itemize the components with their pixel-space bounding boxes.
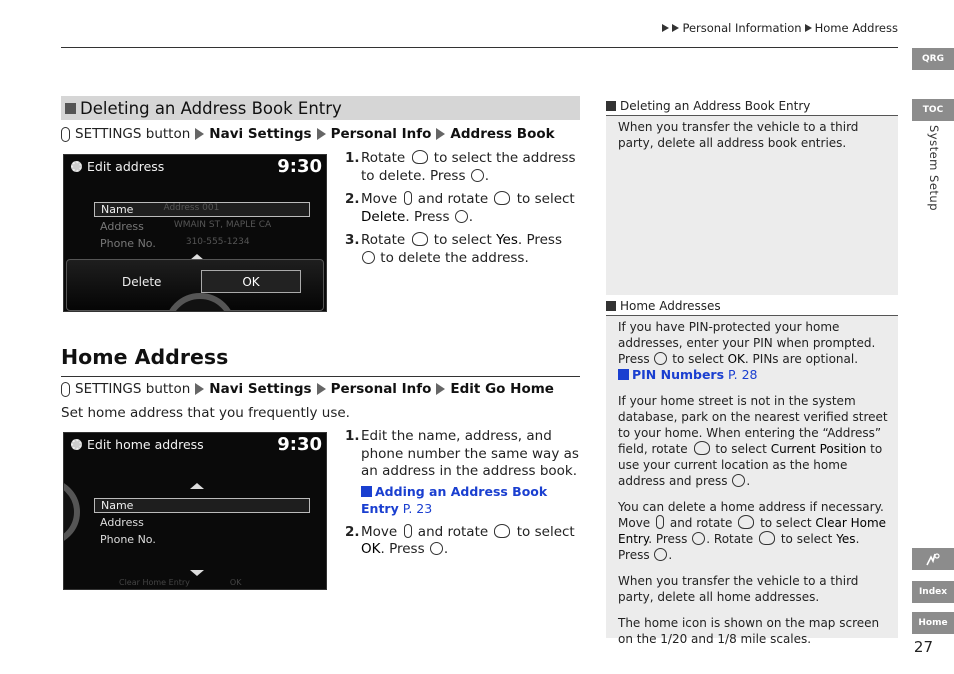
step-text-part: . Press — [517, 232, 562, 248]
step-text-part: . — [443, 541, 449, 557]
option-name: Current Position — [770, 442, 867, 456]
path-item: Navi Settings — [209, 126, 312, 142]
note-text-part: to select — [715, 442, 767, 456]
arrow-icon — [805, 24, 812, 32]
step-text-part: to select the address to delete. Press — [361, 150, 576, 184]
row-value: WMAIN ST, MAPLE CA — [173, 220, 272, 230]
enter-button-icon — [654, 352, 667, 365]
path-start: SETTINGS button — [75, 381, 191, 397]
screen-title-text: Edit home address — [87, 437, 204, 452]
voice-tab[interactable] — [912, 548, 954, 570]
screen-footer — [119, 578, 241, 587]
note-paragraph — [618, 319, 888, 383]
screen-row — [94, 498, 310, 513]
step-number: 1. — [345, 428, 360, 444]
menu-path — [61, 126, 555, 142]
note-icon — [606, 101, 616, 111]
row-label: Phone No. — [100, 533, 156, 546]
enter-button-icon — [654, 548, 667, 561]
arrow-icon — [195, 383, 204, 395]
joystick-icon — [404, 524, 412, 538]
step-text-part: to select — [433, 232, 492, 248]
page-number: 27 — [913, 638, 933, 656]
breadcrumb-item[interactable]: Personal Information — [682, 21, 802, 35]
row-value: 310-555-1234 — [185, 237, 250, 247]
note-heading-text: Deleting an Address Book Entry — [620, 98, 811, 113]
screen-row — [94, 533, 310, 548]
footer-item: OK — [229, 578, 242, 587]
step-item — [345, 428, 580, 518]
option-name: Yes — [496, 232, 518, 248]
note-text-part: . Press — [648, 532, 688, 546]
screen-row — [94, 237, 310, 252]
square-bullet-icon — [65, 103, 76, 114]
link-page[interactable]: P. 23 — [402, 501, 433, 516]
interface-dial-icon — [412, 232, 428, 246]
enter-button-icon — [455, 210, 468, 223]
index-tab[interactable]: Index — [912, 581, 954, 603]
screen-row — [94, 202, 310, 217]
arrow-icon — [317, 128, 326, 140]
step-text — [361, 524, 580, 559]
note-text-part: to select — [760, 516, 812, 530]
note-heading — [606, 96, 898, 116]
note-text-part: Press — [618, 548, 650, 562]
step-text-part: Rotate — [361, 232, 406, 248]
interface-dial-icon — [494, 191, 510, 205]
row-value: Address 001 — [163, 203, 220, 213]
arrow-icon — [436, 128, 445, 140]
gear-icon — [71, 439, 82, 450]
title-divider — [61, 376, 580, 377]
step-item — [345, 524, 580, 559]
delete-steps — [345, 150, 580, 273]
breadcrumb — [662, 21, 898, 35]
note-text-part: to select — [780, 532, 833, 546]
path-item: Personal Info — [330, 381, 432, 397]
voice-command-icon — [925, 552, 941, 566]
knob-graphic-icon — [63, 478, 80, 546]
menu-path — [61, 381, 554, 397]
note-icon — [606, 301, 616, 311]
note-text-part: and rotate — [669, 516, 733, 530]
screen-row — [94, 220, 310, 235]
step-text — [361, 150, 580, 185]
step-text-part: . Press — [405, 208, 450, 225]
link-page[interactable]: P. 28 — [728, 367, 758, 382]
joystick-icon — [404, 191, 412, 205]
adding-entry-link[interactable] — [361, 483, 580, 518]
arrow-icon — [672, 24, 679, 32]
path-item: Address Book — [450, 126, 555, 142]
edit-address-screenshot — [63, 154, 327, 312]
joystick-icon — [656, 515, 664, 529]
note-text-part: If your home street is not in the system database, park on the nearest verified street to your home. When entering the “Address” field, rotate — [618, 394, 888, 456]
delete-option: Delete — [122, 275, 162, 289]
step-text-part: and rotate — [417, 523, 489, 540]
interface-dial-icon — [694, 441, 710, 455]
arrow-icon — [662, 24, 669, 32]
row-label: Address — [100, 516, 144, 529]
home-steps — [345, 428, 580, 565]
note-text-part: to select — [672, 352, 724, 366]
screen-clock: 9:30 — [277, 434, 322, 455]
step-text-part: . — [484, 167, 490, 184]
note-text-part: You can delete a home address if necessary. Move — [618, 500, 884, 530]
step-number: 1. — [345, 150, 360, 166]
scroll-up-icon — [190, 483, 204, 489]
lead-text: Set home address that you frequently use. — [61, 405, 350, 421]
pin-numbers-link[interactable] — [618, 367, 758, 382]
arrow-icon — [317, 383, 326, 395]
note-text-part: . — [668, 548, 673, 562]
arrow-icon — [195, 128, 204, 140]
interface-dial-icon — [494, 524, 510, 538]
gear-icon — [71, 161, 82, 172]
toc-tab[interactable]: TOC — [912, 99, 954, 121]
enter-button-icon — [430, 542, 443, 555]
path-item: Edit Go Home — [450, 381, 554, 397]
note-text — [618, 119, 888, 161]
note-paragraph: When you transfer the vehicle to a third party, delete all home addresses. — [618, 574, 859, 604]
section-heading — [61, 96, 580, 120]
step-text-part: Edit the name, address, and phone number the same way as an address in the address book. — [361, 428, 579, 479]
step-text — [361, 232, 580, 267]
step-text-part: . — [468, 208, 474, 225]
step-text-part: Move — [361, 523, 398, 540]
note-paragraph — [618, 393, 888, 489]
home-tab[interactable]: Home — [912, 612, 954, 634]
breadcrumb-item[interactable]: Home Address — [814, 21, 898, 35]
scroll-down-icon — [190, 570, 204, 576]
section-label: System Setup — [927, 125, 941, 212]
interface-dial-icon — [738, 515, 754, 529]
screen-title — [71, 437, 204, 452]
link-arrow-icon — [618, 369, 629, 380]
note-paragraph: The home icon is shown on the map screen on the 1/20 and 1/8 mile scales. — [618, 616, 880, 646]
step-number: 2. — [345, 523, 360, 540]
link-text[interactable]: PIN Numbers — [632, 367, 725, 382]
note-text-part: . PINs are optional. — [744, 352, 859, 366]
home-address-title: Home Address — [61, 345, 229, 369]
ok-option: OK — [201, 270, 301, 293]
arrow-icon — [436, 383, 445, 395]
voice-icon — [61, 382, 70, 397]
option-name: OK — [361, 541, 381, 557]
note-text-part: If you have PIN-protected your home addresses, enter your PIN when prompted. Press — [618, 320, 876, 366]
screen-row — [94, 516, 310, 531]
screen-title — [71, 159, 164, 174]
step-number: 2. — [345, 191, 360, 207]
path-start: SETTINGS button — [75, 126, 191, 142]
step-item — [345, 150, 580, 185]
note-heading — [606, 296, 898, 316]
link-text[interactable]: Adding an Address Book Entry — [361, 483, 548, 516]
screen-title-text: Edit address — [87, 159, 165, 174]
step-number: 3. — [345, 232, 360, 248]
section-heading-text: Deleting an Address Book Entry — [80, 98, 342, 118]
interface-dial-icon — [759, 531, 775, 545]
step-text-part: Move — [361, 191, 398, 207]
step-text-part: . Press — [380, 541, 425, 557]
screen-clock: 9:30 — [277, 156, 322, 177]
step-item — [345, 232, 580, 267]
step-text-part: to select — [516, 191, 575, 207]
option-name: Delete — [361, 208, 406, 225]
enter-button-icon — [471, 169, 484, 182]
edit-home-address-screenshot — [63, 432, 327, 590]
option-name: Yes — [836, 532, 856, 546]
note-text-part: . — [855, 532, 860, 546]
step-text-part: to select — [516, 523, 575, 540]
step-item — [345, 191, 580, 226]
step-text-part: to delete the address. — [380, 249, 529, 266]
enter-button-icon — [732, 474, 745, 487]
note-heading-text: Home Addresses — [620, 298, 721, 313]
note-text-part: to use your current location as the home address and press — [618, 442, 883, 488]
link-arrow-icon — [361, 486, 372, 497]
path-item: Navi Settings — [209, 381, 312, 397]
voice-icon — [61, 127, 70, 142]
interface-dial-icon — [412, 150, 428, 164]
note-text — [618, 319, 888, 657]
note-paragraph — [618, 499, 888, 563]
row-label: Name — [101, 499, 134, 512]
row-label: Address — [100, 220, 144, 233]
step-text-part: and rotate — [417, 191, 489, 207]
note-text-part: . — [746, 474, 751, 488]
footer-item: Clear Home Entry — [119, 578, 190, 587]
qrg-tab[interactable]: QRG — [912, 48, 954, 70]
step-text — [361, 428, 580, 518]
option-name: OK — [727, 352, 745, 366]
path-item: Personal Info — [330, 126, 432, 142]
enter-button-icon — [692, 532, 705, 545]
enter-button-icon — [362, 251, 375, 264]
note-text-part: . Rotate — [706, 532, 754, 546]
header-divider — [61, 47, 898, 48]
note-paragraph: When you transfer the vehicle to a third party, delete all address book entries. — [618, 120, 859, 150]
option-name: Clear Home Entry — [618, 516, 887, 546]
step-text-part: Rotate — [361, 150, 406, 166]
step-text — [361, 191, 580, 226]
row-label: Phone No. — [100, 237, 156, 250]
row-label: Name — [101, 203, 134, 216]
